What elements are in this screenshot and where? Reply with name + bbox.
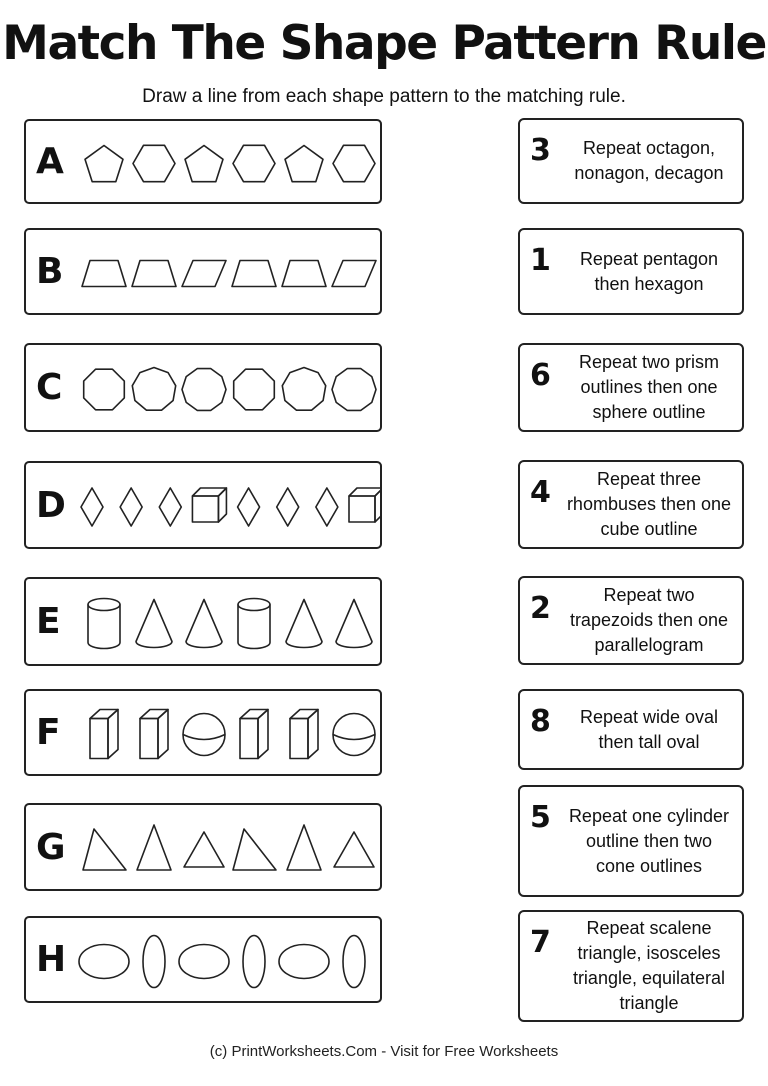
trapezoid-icon (232, 261, 276, 287)
prism-icon (240, 710, 268, 759)
pattern-letter: A (36, 141, 64, 182)
rule-number: 6 (530, 358, 551, 393)
pattern-shapes (78, 345, 380, 434)
instructions: Draw a line from each shape pattern to the matching rule. (142, 86, 626, 107)
trapezoid-icon (82, 261, 126, 287)
pattern-box-f (24, 689, 382, 776)
pattern-letter: E (36, 601, 61, 642)
rule-number: 8 (530, 704, 551, 739)
cylinder-icon (88, 599, 120, 649)
isosceles-triangle-icon (137, 825, 171, 870)
nonagon-icon (282, 368, 325, 411)
pattern-box-d (24, 461, 382, 549)
pattern-letter: G (36, 826, 66, 868)
pattern-box-c (24, 343, 382, 432)
pattern-box-b (24, 228, 382, 315)
nonagon-icon (132, 368, 175, 411)
rule-number: 1 (530, 243, 551, 278)
pattern-shapes (78, 579, 380, 668)
pattern-shapes (78, 918, 380, 1005)
rule-box (518, 785, 744, 897)
scalene-triangle-icon (233, 829, 276, 870)
scalene-triangle-icon (83, 829, 126, 870)
pattern-box-e (24, 577, 382, 666)
rule-number: 7 (530, 925, 551, 960)
rule-number: 3 (530, 133, 551, 168)
cone-icon (286, 600, 322, 648)
rule-text: Repeat octagon, nonagon, decagon (574, 138, 724, 183)
trapezoid-icon (132, 261, 176, 287)
pattern-letter: C (36, 367, 63, 408)
octagon-icon (234, 369, 275, 410)
rhombus-icon (81, 488, 103, 526)
decagon-icon (332, 369, 376, 411)
rule-box (518, 910, 744, 1022)
pattern-shapes (78, 463, 380, 551)
rhombus-icon (277, 488, 299, 526)
rhombus-icon (159, 488, 181, 526)
rule-number: 4 (530, 475, 551, 510)
pattern-letter: F (36, 712, 61, 753)
cone-icon (336, 600, 372, 648)
pattern-box-h (24, 916, 382, 1003)
tall-oval-icon (243, 936, 265, 988)
page-title: Match The Shape Pattern Rule (2, 16, 766, 71)
sphere-icon (183, 714, 225, 756)
prism-icon (90, 710, 118, 759)
pattern-letter: H (36, 939, 67, 980)
pentagon-icon (285, 146, 323, 182)
rule-box (518, 689, 744, 770)
parallelogram-icon (182, 261, 226, 287)
wide-oval-icon (279, 945, 329, 979)
rule-text: Repeat two prism outlines then one sphere outline (578, 352, 720, 422)
tall-oval-icon (343, 936, 365, 988)
rule-text: Repeat pentagon then hexagon (579, 248, 719, 294)
hexagon-icon (233, 145, 275, 181)
rule-box (518, 228, 744, 315)
cone-icon (136, 600, 172, 648)
prism-icon (290, 710, 318, 759)
trapezoid-icon (282, 261, 326, 287)
pattern-shapes (78, 691, 380, 778)
pentagon-icon (185, 146, 223, 182)
cone-icon (186, 600, 222, 648)
equilateral-triangle-icon (334, 832, 374, 867)
prism-icon (140, 710, 168, 759)
rhombus-icon (238, 488, 260, 526)
equilateral-triangle-icon (184, 832, 224, 867)
pattern-box-g (24, 803, 382, 891)
tall-oval-icon (143, 936, 165, 988)
footer-credit: (c) PrintWorksheets.Com - Visit for Free Worksheets (209, 1043, 559, 1060)
rule-box (518, 118, 744, 204)
pattern-shapes (78, 805, 380, 893)
pattern-shapes (78, 121, 380, 206)
rule-text: Repeat three rhombuses then one cube outline (566, 469, 732, 539)
rule-text: Repeat scalene triangle, isosceles triangle, equilateral triangle (572, 918, 726, 1013)
rule-text: Repeat one cylinder outline then two cone outlines (568, 805, 730, 876)
hexagon-icon (333, 145, 375, 181)
rhombus-icon (120, 488, 142, 526)
rule-number: 5 (530, 800, 551, 835)
cube-icon (349, 488, 380, 522)
sphere-icon (333, 714, 375, 756)
hexagon-icon (133, 145, 175, 181)
cylinder-icon (238, 599, 270, 649)
cube-icon (192, 488, 226, 522)
rule-number: 2 (530, 591, 551, 626)
pattern-shapes (78, 230, 380, 317)
wide-oval-icon (179, 945, 229, 979)
rule-box (518, 576, 744, 665)
pattern-letter: D (36, 484, 66, 526)
rule-box (518, 460, 744, 549)
octagon-icon (84, 369, 125, 410)
pentagon-icon (85, 146, 123, 182)
decagon-icon (182, 369, 226, 411)
rule-box (518, 343, 744, 432)
isosceles-triangle-icon (287, 825, 321, 870)
pattern-letter: B (36, 251, 64, 292)
rhombus-icon (316, 488, 338, 526)
pattern-box-a (24, 119, 382, 204)
parallelogram-icon (332, 261, 376, 287)
rule-text: Repeat two trapezoids then one parallelogram (569, 585, 729, 655)
rule-text: Repeat wide oval then tall oval (579, 706, 719, 752)
wide-oval-icon (79, 945, 129, 979)
